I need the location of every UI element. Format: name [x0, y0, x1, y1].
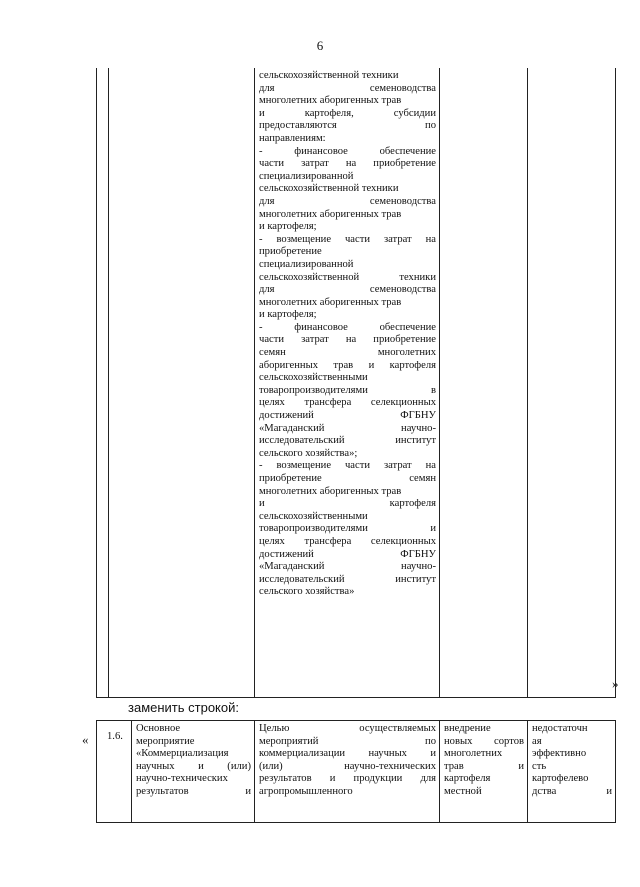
text-line: «Коммерциализация [136, 748, 229, 760]
text-line: научных и (или) [136, 760, 251, 772]
text-line: предоставляются по [259, 120, 436, 132]
risk-cell [528, 721, 616, 823]
text-line: трав и [444, 760, 524, 772]
text-line: местной [444, 785, 482, 797]
goal-cell [255, 721, 440, 823]
continuation-table [96, 68, 616, 698]
opening-quote: « [82, 732, 89, 747]
text-line: для семеноводства [259, 284, 436, 296]
text-line: многолетних аборигенных трав [259, 485, 402, 497]
text-line: и картофеля; [259, 221, 317, 233]
text-line: и картофеля, субсидии [259, 107, 436, 119]
text-line: части затрат на приобретение [259, 334, 436, 346]
description-text [255, 68, 439, 599]
text-line: сельского хозяйства»; [259, 447, 358, 459]
text-line: многолетних аборигенных трав [259, 296, 402, 308]
risk-text [528, 721, 615, 799]
text-line: сельскохозяйственной техники [259, 183, 399, 195]
result-text [440, 721, 527, 799]
text-line: картофелево [532, 773, 589, 785]
text-line: Основное [136, 723, 181, 734]
text-line: «Магаданский научно- [259, 422, 436, 434]
text-line: достижений ФГБНУ [259, 548, 436, 560]
text-line: сть [532, 760, 547, 772]
text-line: мероприятие [136, 735, 195, 747]
text-line: многолетних аборигенных трав [259, 208, 402, 220]
result-cell [440, 721, 528, 823]
text-line: - финансовое обеспечение [259, 145, 436, 157]
text-line: аборигенных трав и картофеля [259, 359, 436, 371]
text-line: целях трансфера селекционных [259, 535, 436, 547]
row-number: 1.6. [107, 731, 123, 742]
text-line: агропромышленного [259, 785, 353, 797]
text-line: исследовательский институт [259, 435, 436, 447]
cell-risk [528, 68, 616, 698]
text-line: приобретение семян [259, 473, 436, 484]
row-number-cell [97, 721, 132, 823]
text-line: части затрат на приобретение [259, 158, 436, 170]
text-line: ая [532, 735, 542, 747]
text-line: - финансовое обеспечение [259, 321, 436, 333]
text-line: недостаточн [532, 723, 588, 734]
text-line: многолетних аборигенных трав [259, 95, 402, 107]
text-line: сельскохозяйственной техники [259, 271, 436, 283]
cell-description [255, 68, 440, 698]
text-line: внедрение [444, 723, 491, 734]
text-line: сельскохозяйственными [259, 510, 368, 522]
replace-label: заменить строкой: [128, 700, 239, 715]
goal-text [255, 721, 439, 799]
text-line: товаропроизводителями в [259, 384, 436, 396]
text-line: и картофеля; [259, 309, 317, 321]
text-line: исследовательский институт [259, 573, 436, 585]
text-line: приобретение [259, 246, 322, 258]
text-line: многолетних [444, 748, 503, 760]
text-line: товаропроизводителями и [259, 523, 436, 535]
cell-name [109, 68, 255, 698]
text-line: коммерциализации научных и [259, 748, 436, 760]
text-line: направлениям: [259, 132, 326, 144]
text-line: сельскохозяйственной техники [259, 70, 399, 81]
cell-number [97, 68, 109, 698]
text-line: и картофеля [259, 498, 436, 510]
replacement-table [96, 720, 616, 823]
text-line: специализированной [259, 170, 354, 182]
text-line: «Магаданский научно- [259, 561, 436, 573]
text-line: результатов и [136, 785, 251, 797]
text-line: - возмещение части затрат на [259, 233, 436, 245]
text-line: эффективно [532, 748, 587, 760]
text-line: достижений ФГБНУ [259, 410, 436, 422]
cell-result [440, 68, 528, 698]
text-line: (или) научно-технических [259, 760, 436, 772]
text-line: семян многолетних [259, 347, 436, 359]
text-line: дства и [532, 785, 612, 797]
text-line: - возмещение части затрат на [259, 460, 436, 472]
text-line: мероприятий по [259, 735, 436, 747]
text-line: научно-технических [136, 773, 228, 785]
name-text [132, 721, 254, 799]
text-line: картофеля [444, 773, 491, 785]
text-line: сельского хозяйства» [259, 586, 355, 598]
text-line: целях трансфера селекционных [259, 397, 436, 409]
text-line: для семеноводства [259, 82, 436, 94]
text-line: новых сортов [444, 735, 524, 747]
text-line: результатов и продукции для [259, 773, 436, 785]
name-cell [132, 721, 255, 823]
text-line: сельскохозяйственными [259, 372, 368, 384]
closing-quote: » [612, 676, 619, 691]
page-number: 6 [316, 38, 324, 53]
text-line: для семеноводства [259, 195, 436, 207]
text-line: Целью осуществляемых [259, 723, 436, 734]
text-line: специализированной [259, 258, 354, 270]
